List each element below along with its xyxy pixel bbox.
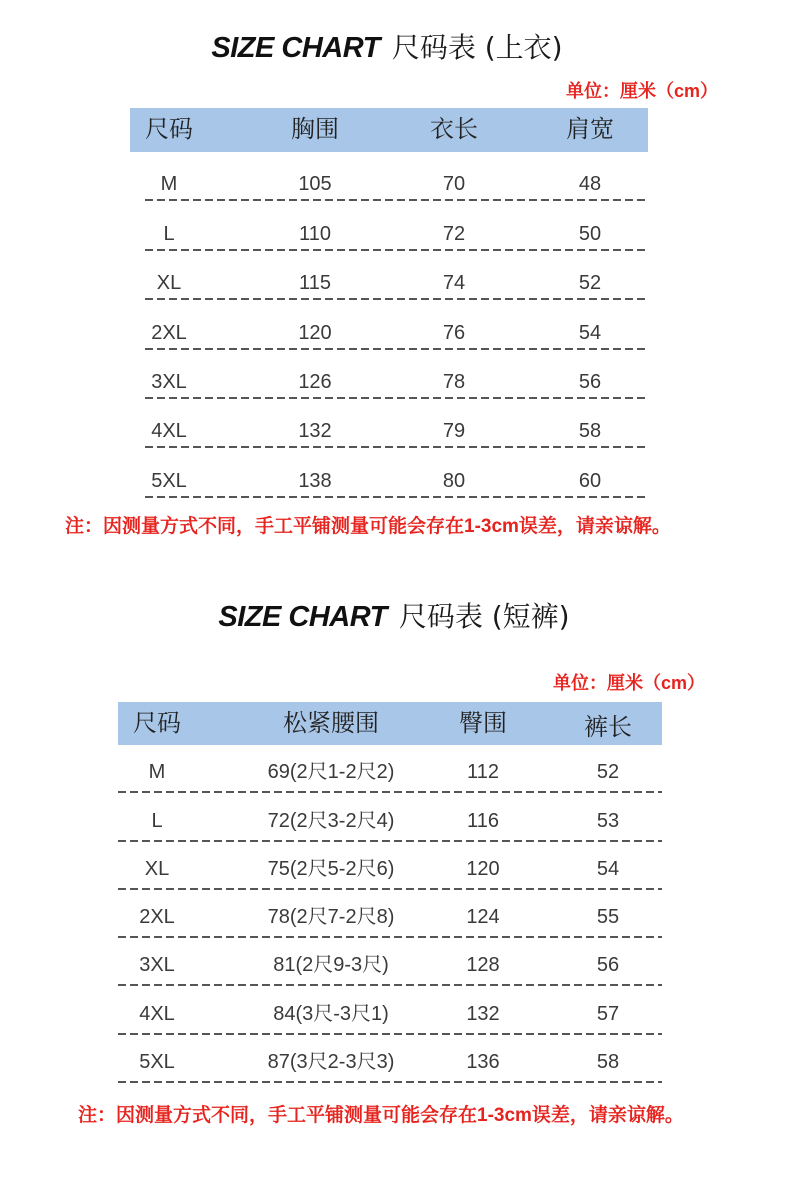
- length-cell: 56: [596, 954, 620, 977]
- table-row: [130, 201, 648, 250]
- column-header-shoulder: 肩宽: [566, 116, 614, 143]
- size-cell: 3XL: [139, 954, 175, 977]
- hip-cell: 120: [466, 857, 500, 880]
- length-cell: 79: [442, 420, 466, 443]
- size-cell: XL: [144, 857, 170, 880]
- shoulder-cell: 56: [578, 370, 602, 393]
- size-cell: 2XL: [139, 906, 175, 929]
- length-cell: 76: [442, 321, 466, 344]
- column-header-waist: 松紧腰围: [283, 709, 379, 737]
- hip-cell: 116: [467, 809, 499, 832]
- chest-cell: 110: [299, 222, 331, 245]
- table-row: [118, 1035, 662, 1083]
- length-cell: 74: [442, 272, 466, 295]
- tops-size-table: [130, 108, 648, 498]
- hip-cell: 128: [466, 954, 500, 977]
- waist-cell: 72(2尺3-2尺4): [267, 809, 395, 832]
- length-cell: 53: [596, 809, 620, 832]
- shorts-unit-label: 单位：厘米（cm）: [552, 673, 705, 693]
- column-header-size: 尺码: [145, 116, 193, 143]
- tops-title: [0, 31, 774, 65]
- shoulder-cell: 48: [578, 173, 602, 196]
- length-cell: 58: [596, 1051, 620, 1074]
- shoulder-cell: 50: [578, 222, 602, 245]
- chest-cell: 126: [298, 370, 332, 393]
- size-cell: L: [151, 809, 163, 832]
- waist-cell: 84(3尺-3尺1): [273, 1002, 389, 1025]
- chest-cell: 105: [298, 173, 332, 196]
- size-cell: L: [163, 222, 175, 245]
- hip-cell: 124: [466, 906, 500, 929]
- shorts-measurement-note: 注：因测量方式不同，手工平铺测量可能会存在1-3cm误差，请亲谅解。: [78, 1105, 684, 1126]
- shoulder-cell: 52: [578, 272, 602, 295]
- table-row: [130, 448, 648, 497]
- waist-cell: 87(3尺2-3尺3): [267, 1051, 395, 1074]
- length-cell: 54: [596, 857, 620, 880]
- length-cell: 70: [442, 173, 466, 196]
- size-cell: M: [148, 761, 166, 784]
- shorts-table-body: [118, 745, 662, 1083]
- table-row: [118, 793, 662, 841]
- waist-cell: 69(2尺1-2尺2): [267, 761, 395, 784]
- length-cell: 55: [596, 906, 620, 929]
- hip-cell: 112: [467, 761, 499, 784]
- shorts-title-cn: 尺码表 (短裤): [398, 600, 570, 633]
- table-row: [130, 350, 648, 399]
- table-row: [118, 986, 662, 1034]
- table-row: [118, 938, 662, 986]
- shoulder-cell: 60: [578, 469, 602, 492]
- tops-unit-label: 单位：厘米（cm）: [565, 81, 718, 101]
- tops-measurement-note: 注：因测量方式不同，手工平铺测量可能会存在1-3cm误差，请亲谅解。: [65, 516, 671, 537]
- table-row: [130, 300, 648, 349]
- length-cell: 80: [442, 469, 466, 492]
- column-header-hip: 臀围: [459, 709, 507, 737]
- length-cell: 78: [442, 370, 466, 393]
- hip-cell: 132: [466, 1002, 500, 1025]
- column-header-length: 裤长: [584, 713, 632, 741]
- length-cell: 52: [596, 761, 620, 784]
- tops-table-body: [130, 152, 648, 498]
- chest-cell: 120: [298, 321, 332, 344]
- shorts-title: [0, 600, 788, 634]
- size-cell: 4XL: [151, 420, 187, 443]
- waist-cell: 78(2尺7-2尺8): [267, 906, 395, 929]
- size-cell: M: [160, 173, 178, 196]
- column-header-chest: 胸围: [291, 116, 339, 143]
- table-row: [130, 399, 648, 448]
- chest-cell: 132: [298, 420, 332, 443]
- shorts-table-header: [118, 702, 662, 745]
- shoulder-cell: 54: [578, 321, 602, 344]
- shorts-title-en: SIZE CHART: [218, 601, 387, 633]
- waist-cell: 81(2尺9-3尺): [273, 954, 389, 977]
- waist-cell: 75(2尺5-2尺6): [267, 857, 395, 880]
- table-row: [118, 745, 662, 793]
- table-row: [118, 890, 662, 938]
- tops-title-en: SIZE CHART: [211, 32, 380, 64]
- length-cell: 57: [596, 1002, 620, 1025]
- chest-cell: 138: [298, 469, 332, 492]
- table-row: [130, 152, 648, 201]
- shorts-size-table: [118, 702, 662, 1083]
- chest-cell: 115: [299, 272, 331, 295]
- tops-title-cn: 尺码表 (上衣): [391, 31, 563, 64]
- size-cell: 5XL: [139, 1051, 175, 1074]
- table-row: [118, 842, 662, 890]
- table-row: [130, 251, 648, 300]
- size-cell: XL: [156, 272, 182, 295]
- size-cell: 3XL: [151, 370, 187, 393]
- length-cell: 72: [442, 222, 466, 245]
- column-header-length: 衣长: [430, 116, 478, 143]
- column-header-size: 尺码: [133, 709, 181, 737]
- size-cell: 5XL: [151, 469, 187, 492]
- shoulder-cell: 58: [578, 420, 602, 443]
- size-cell: 2XL: [151, 321, 187, 344]
- size-cell: 4XL: [139, 1002, 175, 1025]
- tops-table-header: [130, 108, 648, 152]
- hip-cell: 136: [466, 1051, 500, 1074]
